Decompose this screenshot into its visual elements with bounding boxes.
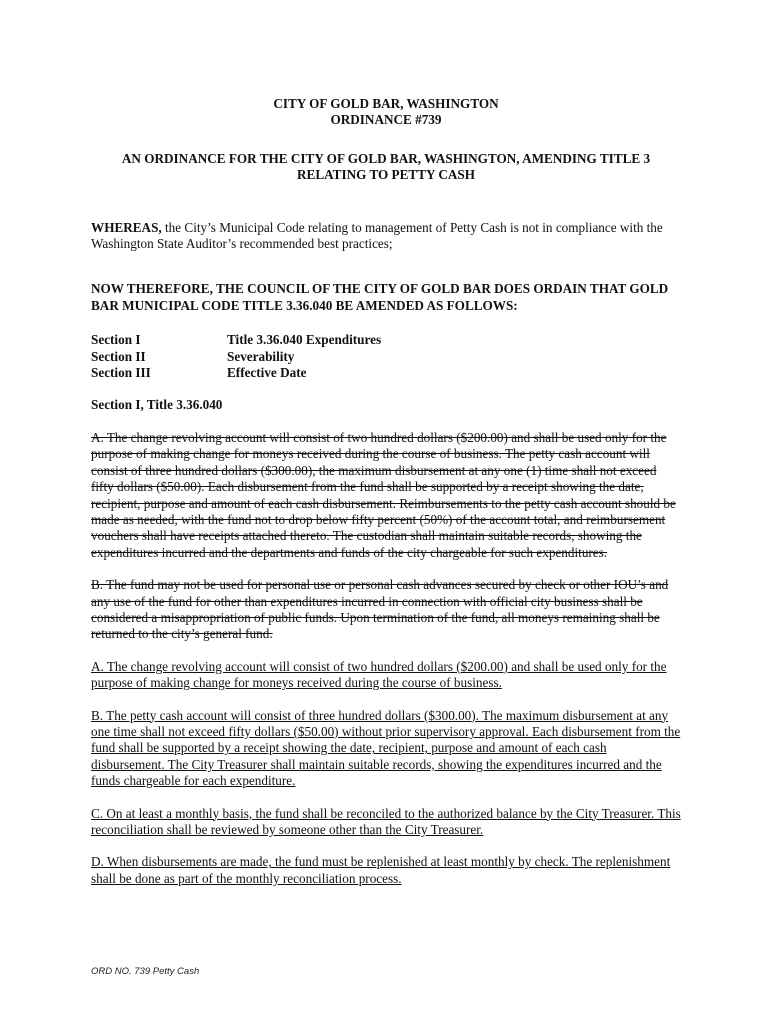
city-name: CITY OF GOLD BAR, WASHINGTON xyxy=(273,96,499,111)
struck-paragraph-a: A. The change revolving account will consist of two hundred dollars ($200.00) and shall be used only for the purpose of making change for moneys received during the course of business. The petty cash account will consist of three hundred dollars ($300.00), the maximum disbursement at any one (1) time shall not exceed fifty dollars ($50.00). Each disbursement from the fund shall be supported by a receipt showing the date, recipient, purpose and amount of each cash disbursement. Reimbursements to the petty cash account should be made as needed, with the fund not to drop below fifty percent (50%) of the account total, and reimbursement vouchers shall have receipts attached thereto. The custodian shall maintain suitable records, showing the expenditures incurred and the departments and funds of the city chargeable for such expenditures. xyxy=(91,429,676,560)
section-row xyxy=(91,349,681,365)
new-paragraph-a: A. The change revolving account will consist of two hundred dollars ($200.00) and shall be used only for the purpose of making change for moneys received during the course of business. xyxy=(91,658,667,691)
section-title: Effective Date xyxy=(227,365,307,381)
page-footer: ORD NO. 739 Petty Cash xyxy=(91,966,200,977)
section-one-heading: Section I, Title 3.36.040 xyxy=(91,397,223,413)
whereas-text: the City’s Municipal Code relating to management of Petty Cash is not in compliance with the Washington State Auditor’s recommended best practices; xyxy=(91,219,663,252)
ordinance-title-line1: AN ORDINANCE FOR THE CITY OF GOLD BAR, WASHINGTON, AMENDING TITLE 3 xyxy=(121,150,651,166)
ordinance-number: ORDINANCE #739 xyxy=(330,112,442,128)
section-title: Title 3.36.040 Expenditures xyxy=(227,332,382,348)
section-title: Severability xyxy=(227,348,295,364)
now-therefore-clause: NOW THEREFORE, THE COUNCIL OF THE CITY OF GOLD BAR DOES ORDAIN THAT GOLD BAR MUNICIPAL CODE TITLE 3.36.040 BE AMENDED AS FOLLOWS: xyxy=(91,281,669,313)
new-paragraph-d: D. When disbursements are made, the fund must be replenished at least monthly by check. The replenishment shall be done as part of the monthly reconciliation process. xyxy=(91,854,671,886)
whereas-clause xyxy=(91,220,681,253)
new-paragraph-b: B. The petty cash account will consist of three hundred dollars ($300.00). The maximum disbursement at any one time shall not exceed fifty dollars ($50.00) without prior supervisory approval. Each disbursement from the fund shall be supported by a receipt showing the date, recipient, purpose and amount of each cash disbursement. The City Treasurer shall maintain suitable records, showing the expenditures incurred and the funds chargeable for each expenditure. xyxy=(91,707,681,789)
section-label: Section II xyxy=(91,348,146,364)
ordinance-title xyxy=(91,151,681,184)
document-header xyxy=(91,96,681,184)
whereas-lead: WHEREAS, xyxy=(91,219,162,235)
struck-paragraph-b: B. The fund may not be used for personal use or personal cash advances secured by check or other IOU’s and any use of the fund for other than expenditures incurred in connection with official city business shall be considered a misappropriation of public funds. Upon termination of the fund, all moneys remaining shall be returned to the city’s general fund. xyxy=(91,577,669,642)
section-row xyxy=(91,332,681,348)
new-paragraph-c: C. On at least a monthly basis, the fund shall be reconciled to the authorized balance by the City Treasurer. This reconciliation shall be reviewed by someone other than the City Treasurer. xyxy=(91,805,681,837)
section-label: Section III xyxy=(91,365,151,381)
section-label: Section I xyxy=(91,332,141,348)
ordinance-title-line2: RELATING TO PETTY CASH xyxy=(297,167,475,183)
section-row xyxy=(91,365,681,381)
document-page xyxy=(91,96,681,887)
section-list xyxy=(91,332,681,381)
